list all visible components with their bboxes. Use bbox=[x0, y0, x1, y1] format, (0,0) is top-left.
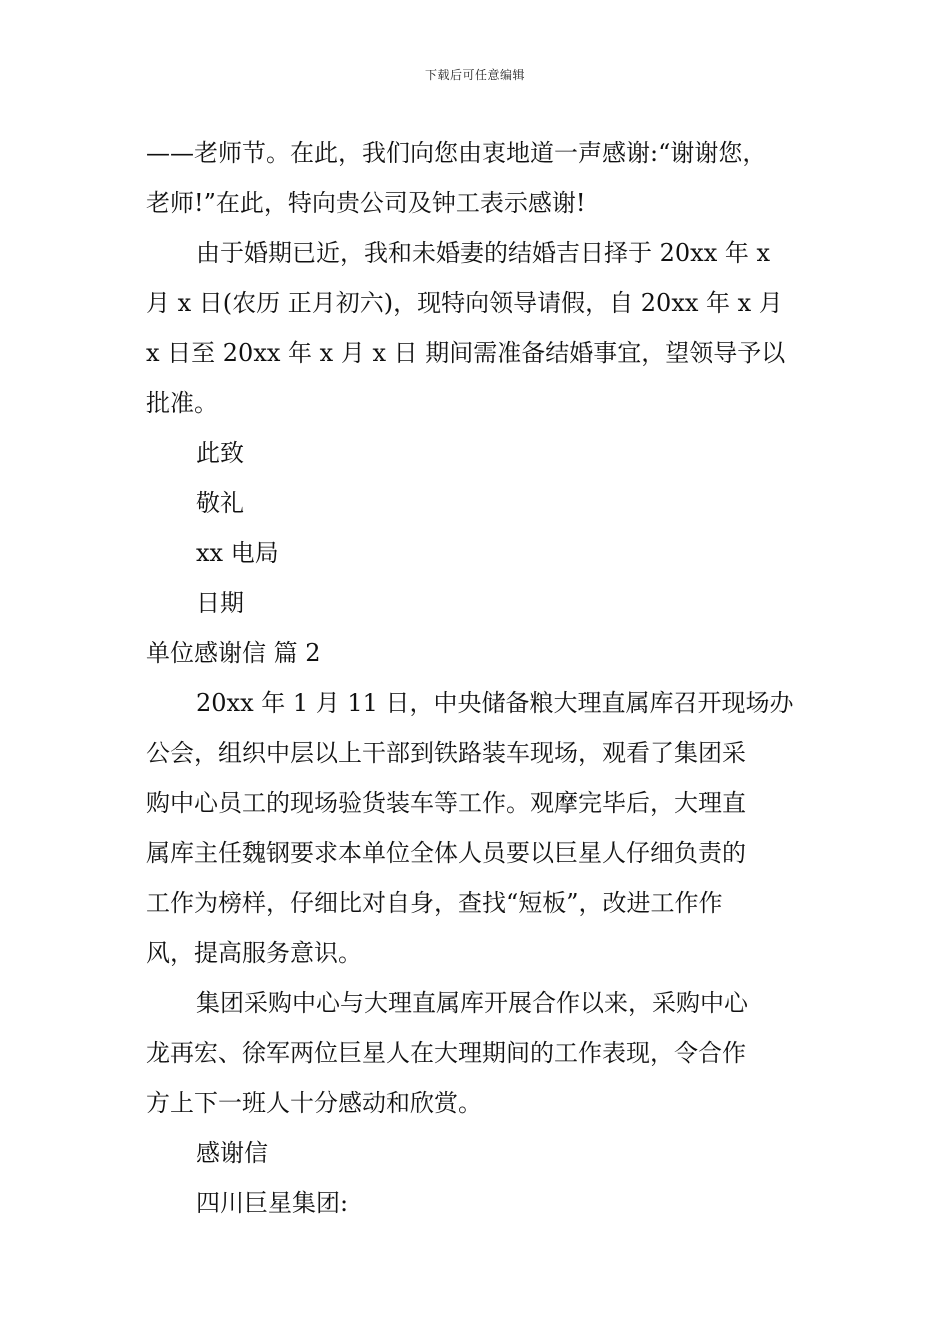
signature-date: 日期 bbox=[196, 589, 244, 617]
signature-org: xx 电局 bbox=[196, 539, 279, 567]
text-line: 老师!”在此，特向贵公司及钟工表示感谢! bbox=[146, 189, 586, 217]
text-line: 龙再宏、徐军两位巨星人在大理期间的工作表现，令合作 bbox=[146, 1039, 746, 1067]
text-line: 由于婚期已近，我和未婚妻的结婚吉日择于 20xx 年 x bbox=[196, 239, 771, 267]
header-note: 下载后可任意编辑 bbox=[424, 68, 525, 82]
letter-recipient: 四川巨星集团: bbox=[196, 1189, 349, 1217]
text-line: 购中心员工的现场验货装车等工作。观摩完毕后，大理直 bbox=[146, 789, 746, 817]
text-line: 属库主任魏钢要求本单位全体人员要以巨星人仔细负责的 bbox=[146, 839, 746, 867]
closing-salutation: 此致 bbox=[196, 439, 244, 467]
text-line: x 日至 20xx 年 x 月 x 日 期间需准备结婚事宜，望领导予以 bbox=[146, 339, 786, 367]
closing-regards: 敬礼 bbox=[196, 489, 244, 517]
text-line: 风，提高服务意识。 bbox=[146, 939, 362, 967]
text-line: 月 x 日(农历 正月初六)，现特向领导请假，自 20xx 年 x 月 bbox=[146, 289, 783, 317]
text-line: ——老师节。在此，我们向您由衷地道一声感谢:“谢谢您， bbox=[146, 139, 767, 167]
text-line: 20xx 年 1 月 11 日，中央储备粮大理直属库召开现场办 bbox=[196, 689, 794, 717]
text-line: 工作为榜样，仔细比对自身，查找“短板”，改进工作作 bbox=[146, 889, 723, 917]
document-body bbox=[146, 128, 811, 1228]
text-line: 集团采购中心与大理直属库开展合作以来，采购中心 bbox=[196, 989, 748, 1017]
letter-title: 感谢信 bbox=[196, 1139, 268, 1167]
text-line: 方上下一班人十分感动和欣赏。 bbox=[146, 1089, 482, 1117]
text-line: 公会，组织中层以上干部到铁路装车现场，观看了集团采 bbox=[146, 739, 746, 767]
section-heading: 单位感谢信 篇 2 bbox=[146, 639, 321, 667]
text-line: 批准。 bbox=[146, 389, 218, 417]
